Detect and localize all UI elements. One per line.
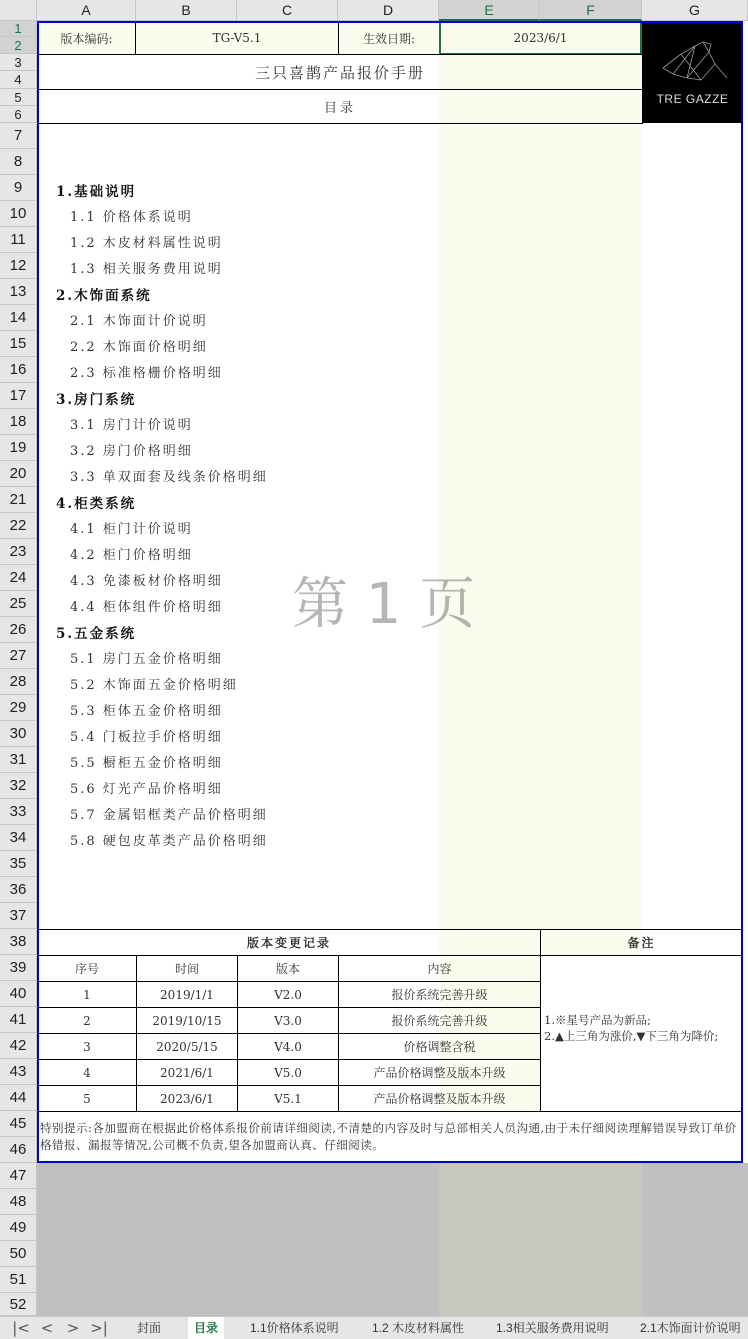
changelog-index[interactable]: 4	[37, 1059, 137, 1086]
sheet-tab[interactable]: 1.2 木皮材料属性	[372, 1321, 465, 1335]
row-header[interactable]: 5	[0, 89, 37, 106]
row-header[interactable]: 43	[0, 1059, 37, 1085]
row-header[interactable]: 19	[0, 435, 37, 461]
row-header[interactable]: 27	[0, 643, 37, 669]
changelog-index[interactable]: 2	[37, 1007, 137, 1034]
remarks-cell[interactable]	[540, 955, 743, 1112]
row-header[interactable]: 30	[0, 721, 37, 747]
row-header[interactable]: 41	[0, 1007, 37, 1033]
row-header[interactable]: 46	[0, 1137, 37, 1163]
row-header[interactable]: 25	[0, 591, 37, 617]
changelog-version[interactable]: V5.1	[237, 1085, 339, 1112]
row-header[interactable]: 23	[0, 539, 37, 565]
column-header-g[interactable]: G	[642, 0, 748, 21]
toc-item[interactable]: 2.3 标准格栅价格明细	[70, 366, 223, 381]
remark-price-change: 2.▲上三角为涨价,▼下三角为降价;	[544, 1029, 719, 1043]
row-header[interactable]: 31	[0, 747, 37, 773]
remark-new-product: 1.※星号产品为新品;	[544, 1013, 651, 1027]
toc-item[interactable]: 3.1 房门计价说明	[70, 418, 193, 433]
changelog-index[interactable]: 3	[37, 1033, 137, 1060]
column-header-b[interactable]: B	[136, 0, 237, 21]
document-title[interactable]: 三只喜鹊产品报价手册	[37, 54, 643, 90]
logo-wordmark: TRE GAZZE	[656, 92, 729, 106]
toc-item[interactable]: 4.1 柜门计价说明	[70, 522, 193, 537]
row-header[interactable]: 9	[0, 175, 37, 201]
version-code-label[interactable]: 版本编码:	[37, 21, 136, 55]
row-header[interactable]: 32	[0, 773, 37, 799]
changelog-date[interactable]: 2023/6/1	[136, 1085, 238, 1112]
row-header[interactable]: 40	[0, 981, 37, 1007]
changelog-version[interactable]: V4.0	[237, 1033, 339, 1060]
toc-heading[interactable]: 目录	[37, 89, 643, 124]
sheet-tab[interactable]: 1.3相关服务费用说明	[496, 1321, 609, 1335]
toc-item[interactable]: 4.3 免漆板材价格明细	[70, 574, 223, 589]
row-header[interactable]: 20	[0, 461, 37, 487]
row-header[interactable]: 13	[0, 279, 37, 305]
column-header-f[interactable]: F	[540, 0, 642, 21]
row-header[interactable]: 47	[0, 1163, 37, 1189]
changelog-index[interactable]: 1	[37, 981, 137, 1008]
changelog-date[interactable]: 2019/1/1	[136, 981, 238, 1008]
changelog-date[interactable]: 2019/10/15	[136, 1007, 238, 1034]
row-header[interactable]: 45	[0, 1111, 37, 1137]
version-code-value[interactable]: TG-V5.1	[135, 21, 339, 55]
brand-logo	[642, 21, 743, 123]
row-header[interactable]: 15	[0, 331, 37, 357]
row-header[interactable]: 3	[0, 54, 37, 71]
sheet-tab[interactable]: 1.1价格体系说明	[250, 1321, 339, 1335]
toc-item[interactable]: 5.4 门板拉手价格明细	[70, 730, 223, 745]
row-header[interactable]: 21	[0, 487, 37, 513]
magpie-logo-icon	[643, 28, 742, 98]
special-notice[interactable]: 特别提示:各加盟商在根据此价格体系报价前请详细阅读,不清楚的内容及时与总部相关人员沟通,由于未仔细阅读理解错误导致订单价格错报、漏报等情况,公司概不负责,望各加盟商认真、仔细阅读。	[37, 1111, 743, 1163]
row-header[interactable]: 28	[0, 669, 37, 695]
row-header[interactable]: 16	[0, 357, 37, 383]
changelog-content[interactable]: 报价系统完善升级	[338, 1007, 541, 1034]
first-sheet-button[interactable]: |<	[12, 1319, 30, 1337]
changelog-date[interactable]: 2020/5/15	[136, 1033, 238, 1060]
toc-item[interactable]: 5.8 硬包皮革类产品价格明细	[70, 834, 268, 849]
row-header[interactable]: 7	[0, 123, 37, 149]
row-header[interactable]: 48	[0, 1189, 37, 1215]
toc-item[interactable]: 5.7 金属铝框类产品价格明细	[70, 808, 268, 823]
row-header[interactable]: 11	[0, 227, 37, 253]
sheet-tab[interactable]: 封面	[137, 1321, 162, 1335]
row-header[interactable]: 39	[0, 955, 37, 981]
row-header[interactable]: 2	[0, 37, 37, 54]
toc-section[interactable]: 2.木饰面系统	[56, 288, 152, 304]
row-header[interactable]: 38	[0, 929, 37, 955]
row-header[interactable]: 35	[0, 851, 37, 877]
changelog-title[interactable]: 版本变更记录	[37, 929, 541, 956]
toc-item[interactable]: 5.3 柜体五金价格明细	[70, 704, 223, 719]
toc-item[interactable]: 1.3 相关服务费用说明	[70, 262, 223, 277]
changelog-version[interactable]: V3.0	[237, 1007, 339, 1034]
toc-section[interactable]: 5.五金系统	[56, 626, 137, 642]
row-header[interactable]: 50	[0, 1241, 37, 1267]
toc-item[interactable]: 4.2 柜门价格明细	[70, 548, 193, 563]
sheet-tab[interactable]: 目录	[188, 1317, 224, 1339]
prev-sheet-button[interactable]: <	[40, 1319, 54, 1337]
changelog-content[interactable]: 价格调整含税	[338, 1033, 541, 1060]
changelog-header-date[interactable]: 时间	[136, 955, 238, 982]
row-header[interactable]: 12	[0, 253, 37, 279]
sheet-tab[interactable]: 2.1木饰面计价说明	[640, 1321, 741, 1335]
page-number-watermark: 第 1 页	[292, 572, 476, 637]
row-header[interactable]: 33	[0, 799, 37, 825]
changelog-date[interactable]: 2021/6/1	[136, 1059, 238, 1086]
toc-item[interactable]: 3.3 单双面套及线条价格明细	[70, 470, 268, 485]
changelog-version[interactable]: V2.0	[237, 981, 339, 1008]
select-all-corner[interactable]	[0, 0, 37, 21]
toc-item[interactable]: 4.4 柜体组件价格明细	[70, 600, 223, 615]
row-header[interactable]: 14	[0, 305, 37, 331]
row-header[interactable]: 18	[0, 409, 37, 435]
effective-date-value-selected-cell[interactable]: 2023/6/1	[439, 21, 642, 55]
effective-date-label[interactable]: 生效日期:	[338, 21, 440, 55]
toc-section[interactable]: 3.房门系统	[56, 392, 137, 408]
row-header[interactable]: 44	[0, 1085, 37, 1111]
selected-column-band-lower	[439, 1163, 642, 1316]
changelog-content[interactable]: 产品价格调整及版本升级	[338, 1059, 541, 1086]
changelog-index[interactable]: 5	[37, 1085, 137, 1112]
row-header[interactable]: 10	[0, 201, 37, 227]
row-header[interactable]: 52	[0, 1293, 37, 1316]
row-header[interactable]: 37	[0, 903, 37, 929]
row-header[interactable]: 36	[0, 877, 37, 903]
changelog-header-content[interactable]: 内容	[338, 955, 541, 982]
row-header[interactable]: 24	[0, 565, 37, 591]
row-header[interactable]: 8	[0, 149, 37, 175]
toc-item[interactable]: 5.1 房门五金价格明细	[70, 652, 223, 667]
toc-item[interactable]: 3.2 房门价格明细	[70, 444, 193, 459]
row-header[interactable]: 4	[0, 71, 37, 89]
toc-section[interactable]: 4.柜类系统	[56, 496, 137, 512]
row-header[interactable]: 34	[0, 825, 37, 851]
row-header[interactable]: 29	[0, 695, 37, 721]
toc-item[interactable]: 2.1 木饰面计价说明	[70, 314, 208, 329]
toc-item[interactable]: 1.1 价格体系说明	[70, 210, 193, 225]
column-header-d[interactable]: D	[338, 0, 439, 21]
last-sheet-button[interactable]: >|	[90, 1319, 108, 1337]
row-header[interactable]: 1	[0, 21, 37, 37]
toc-section[interactable]: 1.基础说明	[56, 184, 137, 200]
row-header[interactable]: 42	[0, 1033, 37, 1059]
changelog-header-version[interactable]: 版本	[237, 955, 339, 982]
remarks-title[interactable]: 备注	[540, 929, 743, 956]
column-header-a[interactable]: A	[37, 0, 136, 21]
changelog-content[interactable]: 产品价格调整及版本升级	[338, 1085, 541, 1112]
row-header[interactable]: 17	[0, 383, 37, 409]
changelog-header-index[interactable]: 序号	[37, 955, 137, 982]
row-header[interactable]: 26	[0, 617, 37, 643]
toc-item[interactable]: 5.6 灯光产品价格明细	[70, 782, 223, 797]
toc-item[interactable]: 5.5 橱柜五金价格明细	[70, 756, 223, 771]
column-header-c[interactable]: C	[237, 0, 338, 21]
row-header[interactable]: 49	[0, 1215, 37, 1241]
row-header[interactable]: 22	[0, 513, 37, 539]
row-header[interactable]: 6	[0, 106, 37, 123]
toc-item[interactable]: 5.2 木饰面五金价格明细	[70, 678, 238, 693]
changelog-content[interactable]: 报价系统完善升级	[338, 981, 541, 1008]
changelog-version[interactable]: V5.0	[237, 1059, 339, 1086]
column-header-e[interactable]: E	[439, 0, 540, 21]
next-sheet-button[interactable]: >	[66, 1319, 80, 1337]
toc-item[interactable]: 2.2 木饰面价格明细	[70, 340, 208, 355]
row-header[interactable]: 51	[0, 1267, 37, 1293]
toc-item[interactable]: 1.2 木皮材料属性说明	[70, 236, 223, 251]
